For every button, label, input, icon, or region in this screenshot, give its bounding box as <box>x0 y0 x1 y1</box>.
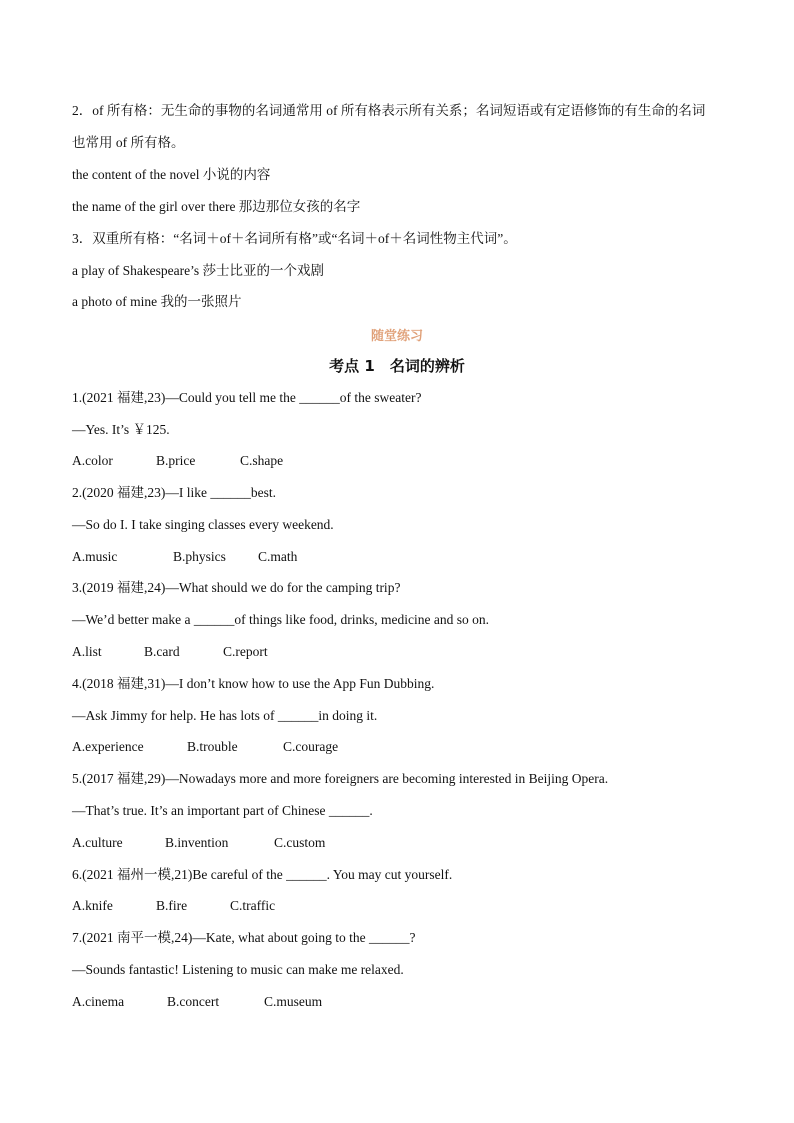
question-4-reply: —Ask Jimmy for help. He has lots of ______in doing it. <box>72 708 378 723</box>
option-c: C.shape <box>240 453 284 468</box>
option-b: B.concert <box>167 994 220 1009</box>
option-c: C.courage <box>283 739 339 754</box>
option-a: A.cinema <box>72 994 125 1009</box>
section-label: 随堂练习 <box>370 329 423 344</box>
option-c: C.museum <box>264 994 323 1009</box>
question-1-options <box>72 452 283 470</box>
question-1-reply: —Yes. It’s ￥125. <box>72 422 170 437</box>
grammar-example-3: a play of Shakespeare’s 莎士比亚的一个戏剧 <box>72 263 324 278</box>
grammar-point-3: 3．双重所有格：“名词＋of＋名词所有格”或“名词＋of＋名词性物主代词”。 <box>72 231 517 246</box>
question-7-reply: —Sounds fantastic! Listening to music can make me relaxed. <box>72 962 404 977</box>
option-b: B.price <box>156 453 196 468</box>
grammar-point-2-line-1: 2．of 所有格：无生命的事物的名词通常用 of 所有格表示所有关系；名词短语或有定语修饰的有生命的名词 <box>72 103 706 118</box>
option-c: C.math <box>258 549 298 564</box>
section-title: 考点 1 名词的辨析 <box>329 357 465 375</box>
option-c: C.custom <box>274 835 326 850</box>
question-2-options <box>72 548 297 566</box>
grammar-example-1: the content of the novel 小说的内容 <box>72 167 271 182</box>
option-a: A.music <box>72 549 118 564</box>
question-2-reply: —So do I. I take singing classes every weekend. <box>72 517 334 532</box>
question-6-options <box>72 897 275 915</box>
option-a: A.list <box>72 644 102 659</box>
question-5-stem: 5.(2017 福建,29)—Nowadays more and more foreigners are becoming interested in Beijing Opera. <box>72 771 609 786</box>
question-2-stem: 2.(2020 福建,23)—I like ______best. <box>72 485 276 500</box>
question-1-stem: 1.(2021 福建,23)—Could you tell me the ______of the sweater? <box>72 390 422 405</box>
option-b: B.trouble <box>187 739 238 754</box>
question-3-options <box>72 643 268 661</box>
option-a: A.culture <box>72 835 123 850</box>
grammar-point-2-line-2: 也常用 of 所有格。 <box>72 135 185 150</box>
option-a: A.color <box>72 453 113 468</box>
option-b: B.fire <box>156 898 188 913</box>
question-3-stem: 3.(2019 福建,24)—What should we do for the camping trip? <box>72 580 401 595</box>
question-7-options <box>72 993 322 1011</box>
question-3-reply: —We’d better make a ______of things like food, drinks, medicine and so on. <box>72 612 489 627</box>
option-a: A.knife <box>72 898 113 913</box>
option-b: B.card <box>144 644 180 659</box>
question-4-options <box>72 738 338 756</box>
option-b: B.invention <box>165 835 229 850</box>
grammar-example-4: a photo of mine 我的一张照片 <box>72 294 242 309</box>
question-7-stem: 7.(2021 南平一模,24)—Kate, what about going to the ______? <box>72 930 416 945</box>
question-6-stem: 6.(2021 福州一模,21)Be careful of the ______. You may cut yourself. <box>72 867 453 882</box>
option-b: B.physics <box>173 549 226 564</box>
question-4-stem: 4.(2018 福建,31)—I don’t know how to use the App Fun Dubbing. <box>72 676 435 691</box>
grammar-example-2: the name of the girl over there 那边那位女孩的名字 <box>72 199 361 214</box>
question-5-options <box>72 834 325 852</box>
option-c: C.report <box>223 644 268 659</box>
question-5-reply: —That’s true. It’s an important part of Chinese ______. <box>72 803 373 818</box>
option-c: C.traffic <box>230 898 276 913</box>
option-a: A.experience <box>72 739 144 754</box>
